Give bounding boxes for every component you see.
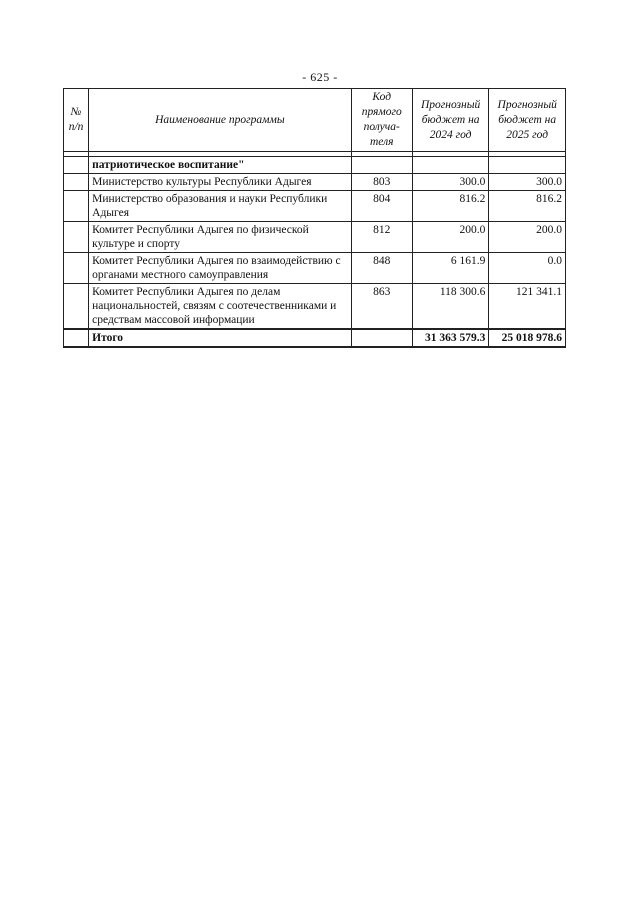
row-budget-2025: 121 341.1 (489, 284, 566, 330)
total-label: Итого (89, 329, 351, 347)
row-name: Комитет Республики Адыгея по взаимодействию с органами местного самоуправления (89, 253, 351, 284)
header-budget-2025: Прогнозный бюджет на 2025 год (489, 89, 566, 152)
table-row (64, 174, 566, 191)
row-budget-2024: 6 161.9 (412, 253, 489, 284)
row-budget-2024: 200.0 (412, 222, 489, 253)
row-budget-2024: 118 300.6 (412, 284, 489, 330)
table-row (64, 253, 566, 284)
row-code: 863 (351, 284, 412, 330)
page-number: - 625 - (302, 70, 338, 84)
row-budget-2024: 816.2 (412, 191, 489, 222)
total-budget-2025: 25 018 978.6 (489, 329, 566, 347)
total-row (64, 329, 566, 347)
section-title-row (64, 157, 566, 174)
row-name: Комитет Республики Адыгея по физической культуре и спорту (89, 222, 351, 253)
table-row (64, 191, 566, 222)
section-title: патриотическое воспитание" (89, 157, 351, 174)
row-name: Министерство культуры Республики Адыгея (89, 174, 351, 191)
row-code: 803 (351, 174, 412, 191)
row-budget-2025: 200.0 (489, 222, 566, 253)
total-budget-2024: 31 363 579.3 (412, 329, 489, 347)
row-code: 812 (351, 222, 412, 253)
row-budget-2025: 816.2 (489, 191, 566, 222)
table-header-row (64, 89, 566, 152)
row-name: Комитет Республики Адыгея по делам национальностей, связям с соотечественниками и средствам массовой информации (89, 284, 351, 330)
header-name: Наименование программы (89, 89, 351, 152)
row-code: 804 (351, 191, 412, 222)
header-num: № п/п (64, 89, 89, 152)
header-code: Код прямого получа-теля (351, 89, 412, 152)
row-budget-2025: 0.0 (489, 253, 566, 284)
table-row (64, 222, 566, 253)
header-budget-2024: Прогнозный бюджет на 2024 год (412, 89, 489, 152)
row-name: Министерство образования и науки Республики Адыгея (89, 191, 351, 222)
row-budget-2024: 300.0 (412, 174, 489, 191)
table-row (64, 284, 566, 330)
row-budget-2025: 300.0 (489, 174, 566, 191)
budget-table (63, 88, 566, 348)
row-code: 848 (351, 253, 412, 284)
